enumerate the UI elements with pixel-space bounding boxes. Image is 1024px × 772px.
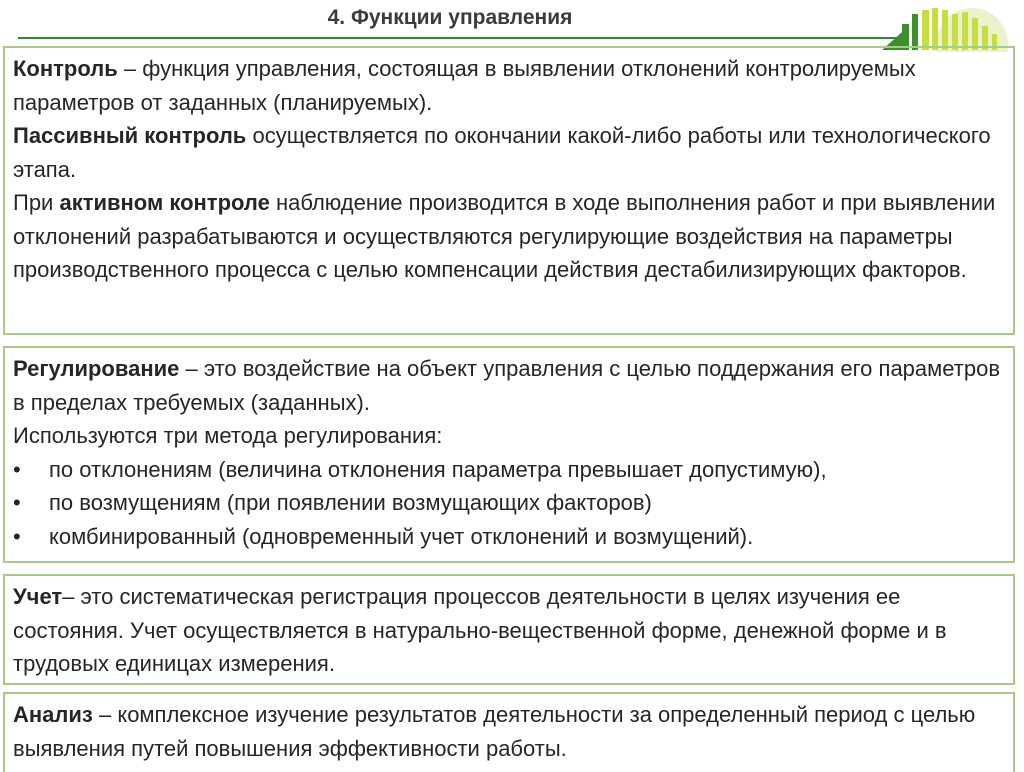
accounting-term: Учет — [13, 584, 63, 609]
accounting-section — [3, 574, 1015, 685]
list-item — [13, 453, 1005, 487]
list-item — [13, 486, 1005, 520]
bullet-text: по отклонениям (величина отклонения параметра превышает допустимую), — [49, 456, 827, 482]
control-section — [3, 46, 1015, 335]
control-term: Контроль — [13, 56, 118, 81]
passive-control-text: осуществляется по окончании какой-либо работы или технологического этапа. — [13, 123, 991, 182]
bullet-text: комбинированный (одновременный учет отклонений и возмущений). — [49, 523, 754, 549]
analysis-term: Анализ — [13, 702, 93, 727]
regulation-term: Регулирование — [13, 356, 180, 381]
factory-gear-logo-icon — [882, 2, 1012, 52]
title-underline — [18, 37, 898, 39]
analysis-text: – комплексное изучение результатов деятельности за определенный период с целью выявления путей повышения эффективности работы. — [13, 702, 976, 761]
regulation-methods-intro: Используются три метода регулирования: — [13, 423, 443, 448]
bullet-icon: • — [13, 523, 21, 549]
bullet-icon: • — [13, 456, 21, 482]
active-control-prefix: При — [13, 190, 60, 215]
active-control-text: наблюдение производится в ходе выполнения работ и при выявлении отклонений разрабатываются и осуществляются регулирующие воздействия на параметры производственного процесса с целью компенсации действия дестабилизирующих факторов. — [13, 190, 996, 282]
regulation-text: – это воздействие на объект управления с целью поддержания его параметров в пределах требуемых (заданных). — [13, 356, 1001, 415]
accounting-text: – это систематическая регистрация процессов деятельности в целях изучения ее состояния. Учет осуществляется в натурально-вещественной форме, денежной форме и в трудовых единицах измерения. — [13, 584, 947, 676]
active-control-paragraph — [13, 186, 1005, 287]
accounting-definition — [13, 580, 1005, 681]
bullet-icon: • — [13, 490, 21, 515]
list-item — [13, 520, 1005, 554]
bullet-text: по возмущениям (при появлении возмущающих факторов) — [49, 490, 652, 515]
page-title: 4. Функции управления — [327, 6, 573, 29]
analysis-definition — [13, 698, 1005, 765]
control-definition — [13, 52, 1005, 119]
regulation-section — [3, 346, 1015, 563]
regulation-definition — [13, 352, 1005, 419]
passive-control-term: Пассивный контроль — [13, 123, 247, 148]
analysis-section — [3, 692, 1015, 772]
active-control-term: активном контроле — [59, 190, 270, 215]
control-text: – функция управления, состоящая в выявлении отклонений контролируемых параметров от заданных (планируемых). — [13, 56, 916, 115]
passive-control-paragraph — [13, 119, 1005, 186]
